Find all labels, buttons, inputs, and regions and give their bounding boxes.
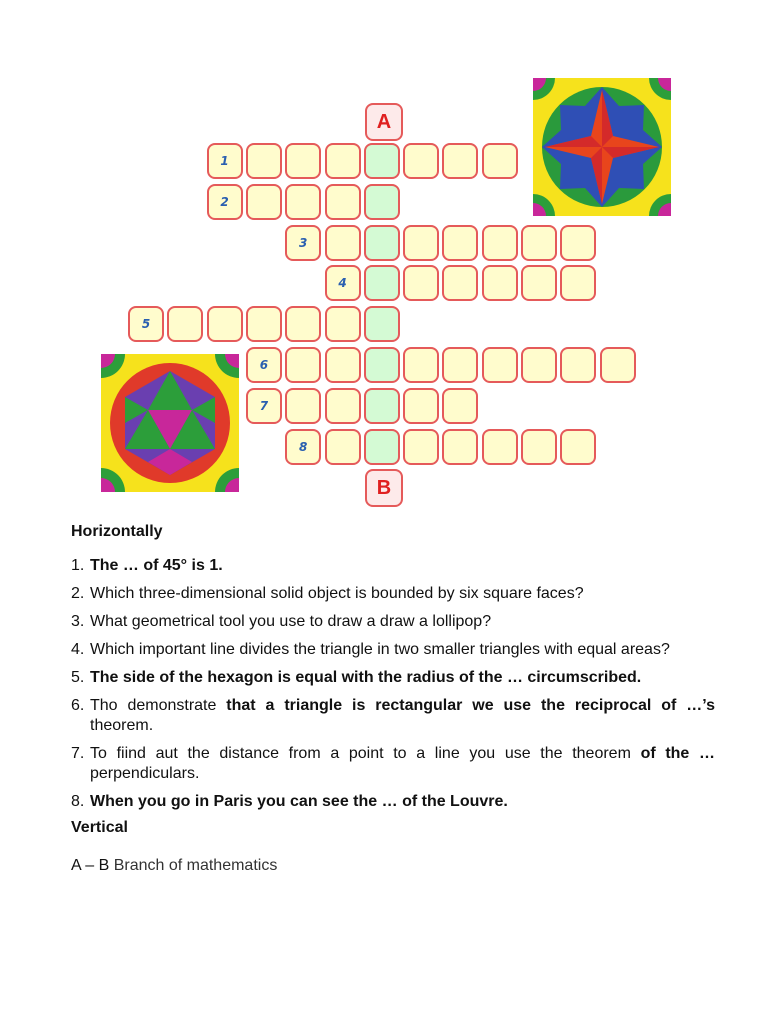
crossword-cell[interactable] [560,225,596,261]
clue-number: 2. [71,585,85,602]
clue-text [90,556,715,576]
vertical-clue-label: A – B [71,857,110,874]
row-number-4: 4 [325,265,361,301]
crossword-cell[interactable] [482,347,518,383]
key-column-cell[interactable] [364,184,400,220]
key-column-cell[interactable] [364,306,400,342]
crossword-cell[interactable] [560,429,596,465]
crossword-cell[interactable] [325,388,361,424]
vertical-clue [71,856,715,876]
clue-text-part: Which three-dimensional solid object is bounded by six square faces? [90,585,584,602]
clue-number: 8. [71,793,85,810]
crossword-cell[interactable] [600,347,636,383]
crossword-cell[interactable] [246,184,282,220]
clue-text-part: The side of the hexagon is equal with the radius of the … circumscribed. [90,669,642,686]
crossword-cell[interactable] [285,184,321,220]
vertical-clue-text: Branch of mathematics [113,857,278,874]
clue-text-part: When you go in Paris you can see the … of the Louvre. [90,793,508,810]
clue-text-part: perpendiculars. [90,765,200,782]
crossword-cell[interactable] [442,265,478,301]
key-column-cell[interactable] [364,388,400,424]
crossword-cell[interactable] [325,184,361,220]
crossword-cell[interactable] [403,143,439,179]
row-number-7: 7 [246,388,282,424]
crossword-cell[interactable] [285,347,321,383]
crossword-cell[interactable] [246,306,282,342]
clue-text [90,744,715,784]
clue-3 [71,612,715,632]
clue-number: 5. [71,669,85,686]
crossword-cell[interactable] [482,225,518,261]
clue-8 [71,792,715,812]
key-column-cell[interactable] [364,225,400,261]
key-column-cell[interactable] [364,347,400,383]
crossword-cell[interactable] [325,429,361,465]
crossword-cell[interactable] [442,143,478,179]
clue-text-part: The … of 45° is 1. [90,557,223,574]
clue-text-part: Tho demonstrate [90,697,227,714]
crossword-cell[interactable] [403,388,439,424]
crossword-cell[interactable] [521,225,557,261]
row-number-3: 3 [285,225,321,261]
key-column-cell[interactable] [364,265,400,301]
crossword-cell[interactable] [285,306,321,342]
crossword-cell[interactable] [442,347,478,383]
clue-6 [71,696,715,736]
clue-7 [71,744,715,784]
crossword-cell[interactable] [442,388,478,424]
crossword-cell[interactable] [167,306,203,342]
triangle-hexagon-image [101,354,239,492]
vertical-heading: Vertical [71,819,128,836]
crossword-cell[interactable] [560,347,596,383]
clue-1 [71,556,715,576]
clue-text [90,792,715,812]
clue-text [90,668,715,688]
crossword-cell[interactable] [246,143,282,179]
row-number-8: 8 [285,429,321,465]
horizontal-heading: Horizontally [71,523,163,540]
row-number-5: 5 [128,306,164,342]
clue-number: 3. [71,613,85,630]
clue-2 [71,584,715,604]
clue-text-part: of the … [640,745,715,762]
crossword-cell[interactable] [325,306,361,342]
clue-text-part: that a triangle is rectangular we use the reciprocal of …’s [226,697,715,714]
clue-text [90,612,715,632]
clue-4 [71,640,715,660]
crossword-cell[interactable] [482,143,518,179]
clue-text-part: To fiind aut the distance from a point to a line you use the theorem [90,745,641,762]
crossword-cell[interactable] [403,429,439,465]
crossword-cell[interactable] [521,429,557,465]
crossword-cell[interactable] [325,225,361,261]
crossword-cell[interactable] [325,143,361,179]
column-label-b: B [365,469,403,507]
clue-number: 7. [71,745,85,762]
clue-5 [71,668,715,688]
clue-number: 4. [71,641,85,658]
crossword-cell[interactable] [521,347,557,383]
clue-text [90,584,715,604]
crossword-cell[interactable] [560,265,596,301]
horizontal-clue-list [71,556,715,812]
crossword-cell[interactable] [285,388,321,424]
crossword-cell[interactable] [482,265,518,301]
crossword-cell[interactable] [403,225,439,261]
crossword-cell[interactable] [285,143,321,179]
row-number-2: 2 [207,184,243,220]
clues-section [71,520,715,876]
crossword-cell[interactable] [403,265,439,301]
crossword-cell[interactable] [207,306,243,342]
column-label-a: A [365,103,403,141]
clue-number: 6. [71,697,85,714]
clue-text [90,696,715,736]
clue-text-part: What geometrical tool you use to draw a draw a lollipop? [90,613,492,630]
clue-number: 1. [71,557,85,574]
crossword-cell[interactable] [521,265,557,301]
crossword-cell[interactable] [403,347,439,383]
clue-text-part: theorem. [90,717,154,734]
crossword-cell[interactable] [325,347,361,383]
octagram-star-image [533,78,671,216]
crossword-cell[interactable] [482,429,518,465]
crossword-cell[interactable] [442,429,478,465]
clue-text [90,640,715,660]
row-number-6: 6 [246,347,282,383]
clue-text-part: Which important line divides the triangle in two smaller triangles with equal areas? [90,641,670,658]
key-column-cell[interactable] [364,429,400,465]
row-number-1: 1 [207,143,243,179]
key-column-cell[interactable] [364,143,400,179]
crossword-cell[interactable] [442,225,478,261]
